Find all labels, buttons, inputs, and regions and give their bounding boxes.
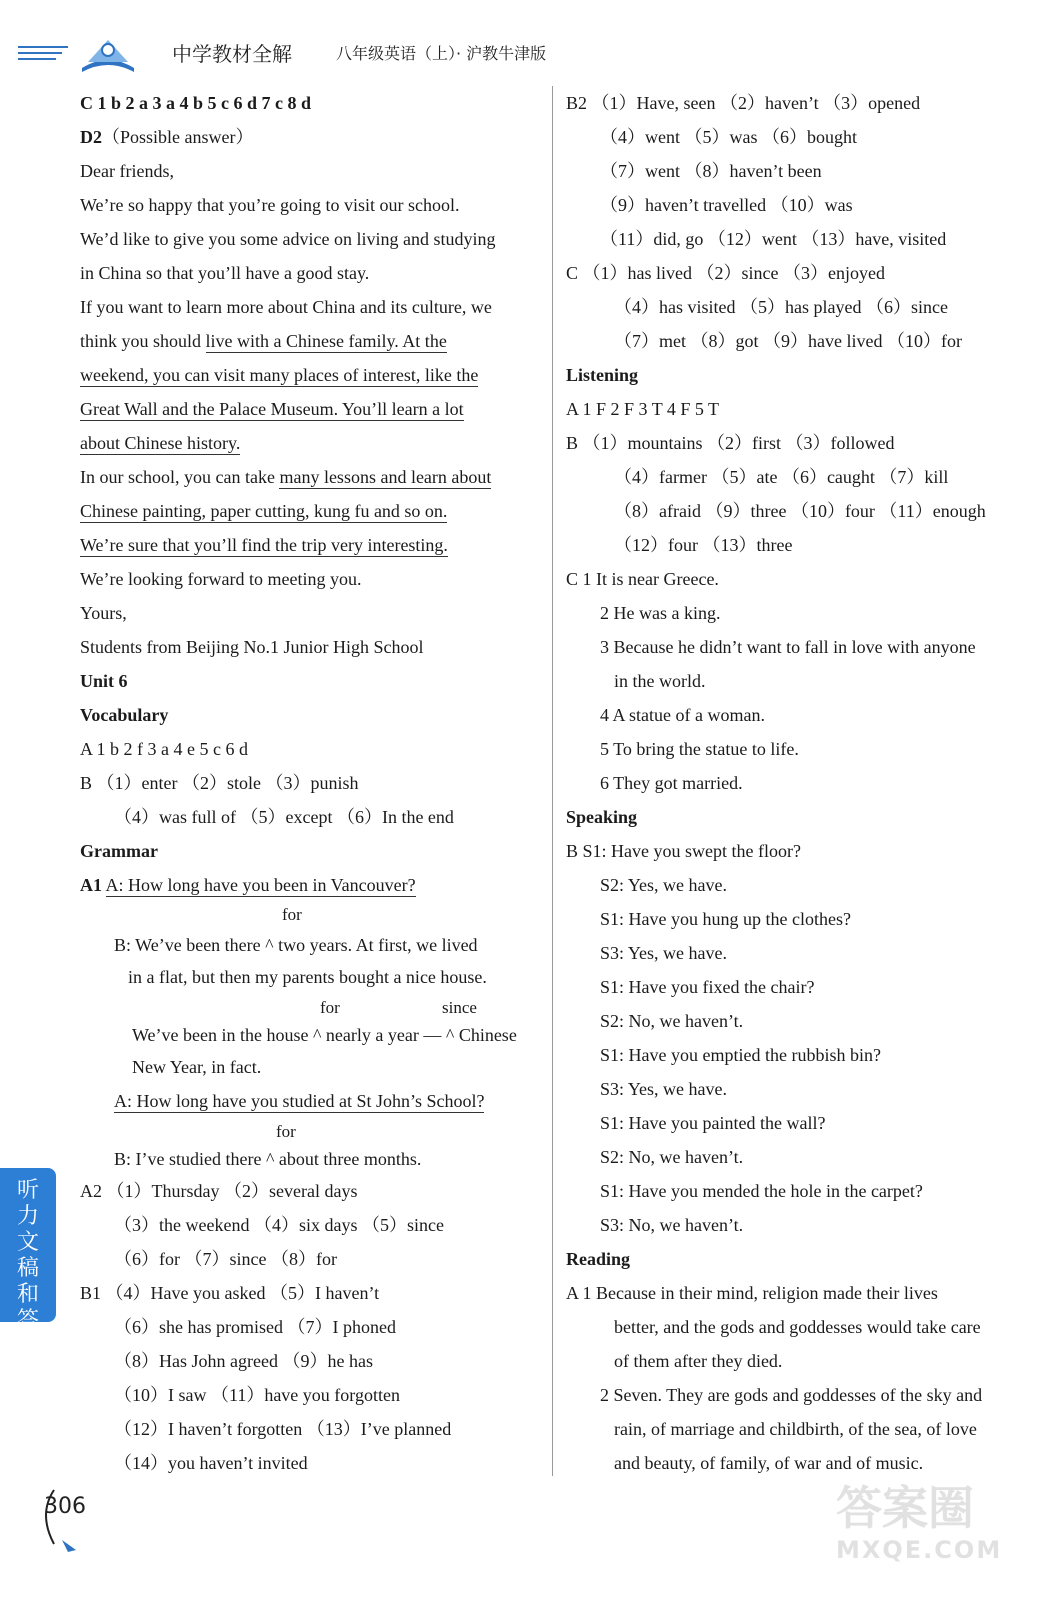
underlined-text: about Chinese history. <box>80 433 241 453</box>
letter-line <box>80 426 542 460</box>
answer-line: （14）you haven’t invited <box>114 1453 308 1473</box>
answer-line: 2 He was a king. <box>600 603 721 623</box>
column-divider <box>552 86 553 1476</box>
underlined-text: We’re sure that you’ll find the trip very interesting. <box>80 535 448 555</box>
letter-line: in China so that you’ll have a good stay. <box>80 263 370 283</box>
answer-line: （4）farmer （5）ate （6）caught （7）kill <box>614 467 949 487</box>
insertion-row <box>80 902 542 930</box>
answer-line: A 1 Because in their mind, religion made their lives <box>566 1283 938 1303</box>
answer-line: B （1）enter （2）stole （3）punish <box>80 773 359 793</box>
letter-line: We’d like to give you some advice on living and studying <box>80 229 496 249</box>
section-heading-reading: Reading <box>566 1249 631 1269</box>
dialogue-line: S2: No, we haven’t. <box>600 1147 744 1167</box>
answer-line: （12）four （13）three <box>614 535 793 555</box>
answer-line: better, and the gods and goddesses would take care <box>614 1317 981 1337</box>
side-tab <box>0 1168 56 1359</box>
answer-line: 5 To bring the statue to life. <box>600 739 799 759</box>
letter-line: We’re so happy that you’re going to visit our school. <box>80 195 460 215</box>
right-column <box>566 86 1046 1480</box>
grammar-line: B: We’ve been there ^ two years. At first, we lived <box>114 935 478 955</box>
d2-label: D2 <box>80 127 102 147</box>
answer-line: （9）haven’t travelled （10）was <box>600 195 853 215</box>
left-column <box>80 86 542 1480</box>
answer-line: in the world. <box>614 671 706 691</box>
section-heading-speaking: Speaking <box>566 807 638 827</box>
letter-line <box>80 528 542 562</box>
dialogue-line: S1: Have you hung up the clothes? <box>600 909 851 929</box>
answer-line: of them after they died. <box>614 1351 783 1371</box>
underlined-text: A: How long have you studied at St John’s School? <box>114 1091 485 1111</box>
answer-line: （4）was full of （5）except （6）In the end <box>114 807 454 827</box>
answer-line: （12）I haven’t forgotten （13）I’ve planned <box>114 1419 452 1439</box>
grammar-a1-question <box>80 1084 542 1118</box>
dialogue-line: S2: No, we haven’t. <box>600 1011 744 1031</box>
answer-line: （6）for （7）since （8）for <box>114 1249 337 1269</box>
answer-line: （4）has visited （5）has played （6）since <box>614 297 948 317</box>
page-number: 306 <box>44 1494 86 1519</box>
dialogue-line: B S1: Have you swept the floor? <box>566 841 801 861</box>
letter-text: think you should <box>80 331 206 351</box>
watermark-url: MXQE.COM <box>836 1536 1003 1564</box>
grammar-line: New Year, in fact. <box>132 1057 262 1077</box>
answer-line: （7）met （8）got （9）have lived （10）for <box>614 331 962 351</box>
letter-line <box>80 460 542 494</box>
answer-line: 3 Because he didn’t want to fall in love with anyone <box>600 637 976 657</box>
grammar-a1-question <box>80 868 542 902</box>
underlined-text: Great Wall and the Palace Museum. You’ll learn a lot <box>80 399 464 419</box>
answer-line: （11）did, go （12）went （13）have, visited <box>600 229 947 249</box>
answer-line: A 1 b 2 f 3 a 4 e 5 c 6 d <box>80 739 248 759</box>
dialogue-line: S1: Have you painted the wall? <box>600 1113 826 1133</box>
letter-text: In our school, you can take <box>80 467 280 487</box>
dialogue-line: S3: Yes, we have. <box>600 943 728 963</box>
letter-line: If you want to learn more about China and its culture, we <box>80 297 492 317</box>
answer-line: （3）the weekend （4）six days （5）since <box>114 1215 444 1235</box>
page-header <box>0 28 1055 78</box>
section-heading-listening: Listening <box>566 365 639 385</box>
header-decoration-lines <box>18 46 68 64</box>
letter-signature: Students from Beijing No.1 Junior High School <box>80 637 424 657</box>
answer-line: B2 （1）Have, seen （2）haven’t （3）opened <box>566 93 921 113</box>
answer-line: and beauty, of family, of war and of music. <box>614 1453 924 1473</box>
insertion-mark: for <box>282 905 302 924</box>
answer-line: 6 They got married. <box>600 773 743 793</box>
insertion-row <box>80 1118 542 1144</box>
insertion-row <box>80 994 542 1020</box>
answer-line: （10）I saw （11）have you forgotten <box>114 1385 400 1405</box>
book-logo-icon <box>78 32 138 76</box>
book-title: 中学教材全解 <box>172 42 292 66</box>
underlined-text: live with a Chinese family. At the <box>205 331 447 351</box>
book-subtitle: 八年级英语（上）· 沪教牛津版 <box>336 44 547 63</box>
answer-line: A2 （1）Thursday （2）several days <box>80 1181 358 1201</box>
answer-line: 4 A statue of a woman. <box>600 705 765 725</box>
answer-line: （7）went （8）haven’t been <box>600 161 822 181</box>
section-heading-grammar: Grammar <box>80 841 158 861</box>
letter-line <box>80 358 542 392</box>
underlined-text: A: How long have you been in Vancouver? <box>105 875 416 895</box>
answer-line: （4）went （5）was （6）bought <box>600 127 857 147</box>
answer-line: rain, of marriage and childbirth, of the sea, of love <box>614 1419 977 1439</box>
side-tab-label: 听力文稿和答案 <box>16 1178 39 1359</box>
underlined-text: weekend, you can visit many places of interest, like the <box>80 365 479 385</box>
unit-heading: Unit 6 <box>80 671 128 691</box>
insertion-mark: for <box>276 1122 296 1141</box>
watermark-text: 答案圈 <box>836 1481 974 1535</box>
underlined-text: Chinese painting, paper cutting, kung fu and so on. <box>80 501 448 521</box>
underlined-text: many lessons and learn about <box>279 467 492 487</box>
dialogue-line: S2: Yes, we have. <box>600 875 728 895</box>
answer-line: A 1 F 2 F 3 T 4 F 5 T <box>566 399 720 419</box>
grammar-line: We’ve been in the house ^ nearly a year — ^ Chinese <box>132 1025 517 1045</box>
grammar-line: B: I’ve studied there ^ about three months. <box>114 1149 422 1169</box>
section-heading-vocabulary: Vocabulary <box>80 705 169 725</box>
d2-heading <box>80 120 542 154</box>
d2-note: （Possible answer） <box>102 127 254 147</box>
watermark-logo <box>836 1480 1026 1580</box>
answer-line: C 1 b 2 a 3 a 4 b 5 c 6 d 7 c 8 d <box>80 93 312 113</box>
dialogue-line: S3: Yes, we have. <box>600 1079 728 1099</box>
answer-line: C 1 It is near Greece. <box>566 569 719 589</box>
answer-line: B1 （4）Have you asked （5）I haven’t <box>80 1283 380 1303</box>
dialogue-line: S1: Have you fixed the chair? <box>600 977 815 997</box>
dialogue-line: S3: No, we haven’t. <box>600 1215 744 1235</box>
letter-line: We’re looking forward to meeting you. <box>80 569 362 589</box>
insertion-mark: for <box>320 998 340 1017</box>
answer-line: B （1）mountains （2）first （3）followed <box>566 433 895 453</box>
letter-greeting: Dear friends, <box>80 161 174 181</box>
grammar-line: in a flat, but then my parents bought a nice house. <box>128 967 487 987</box>
a1-label: A1 <box>80 875 102 895</box>
answer-line: （8）Has John agreed （9）he has <box>114 1351 373 1371</box>
answer-line: 2 Seven. They are gods and goddesses of the sky and <box>600 1385 983 1405</box>
letter-line <box>80 392 542 426</box>
letter-line <box>80 324 542 358</box>
dialogue-line: S1: Have you mended the hole in the carpet? <box>600 1181 923 1201</box>
dialogue-line: S1: Have you emptied the rubbish bin? <box>600 1045 881 1065</box>
insertion-mark: since <box>442 998 477 1017</box>
answer-line: （6）she has promised （7）I phoned <box>114 1317 396 1337</box>
answer-line: C （1）has lived （2）since （3）enjoyed <box>566 263 885 283</box>
answer-line: （8）afraid （9）three （10）four （11）enough <box>614 501 986 521</box>
letter-closing: Yours, <box>80 603 127 623</box>
letter-line <box>80 494 542 528</box>
